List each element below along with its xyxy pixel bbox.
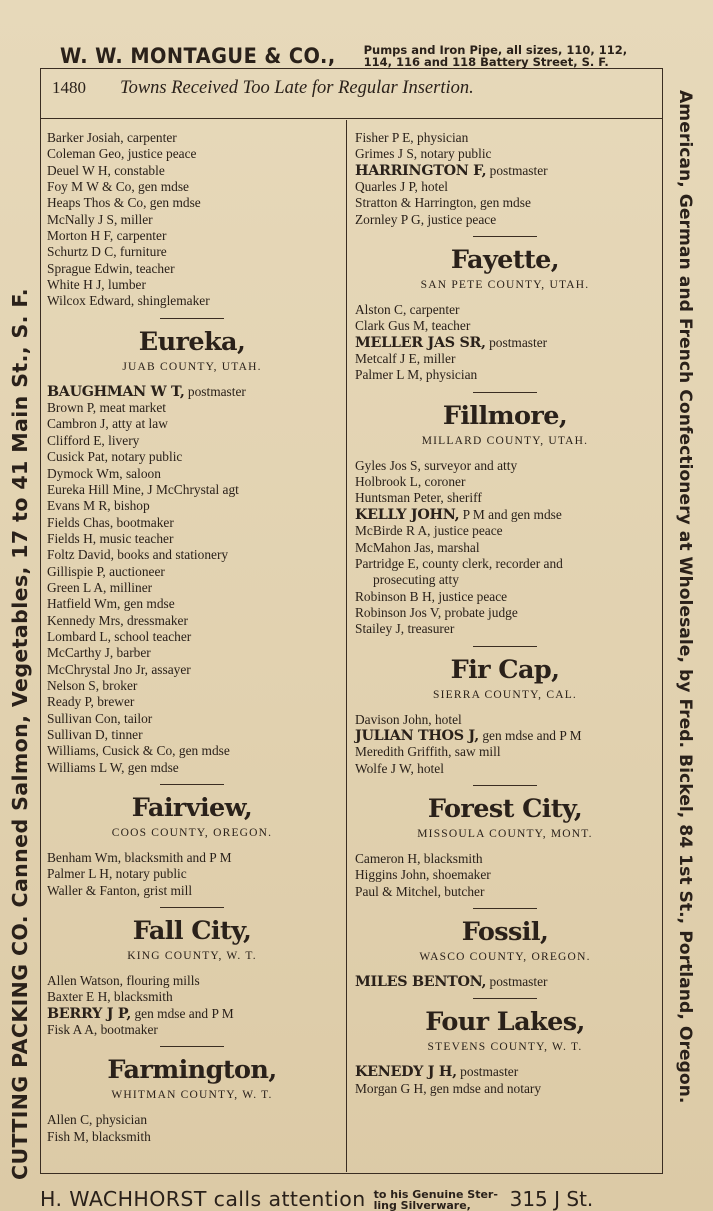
entry-text: Cusick Pat, notary public	[47, 449, 183, 465]
directory-entry	[47, 449, 337, 465]
town-name: Fall City,	[132, 916, 252, 947]
entry-text: Cameron H, blacksmith	[355, 850, 483, 866]
entry-text: Nelson S, broker	[47, 677, 138, 693]
entry-text: Ready P, brewer	[47, 694, 135, 710]
entry-text: Baxter E H, blacksmith	[47, 989, 173, 1005]
entry-text: Stailey J, treasurer	[355, 621, 455, 637]
directory-entry	[47, 515, 337, 531]
directory-entry	[355, 367, 655, 383]
entry-text: postmaster	[489, 973, 548, 989]
entry-text: Kennedy Mrs, dressmaker	[47, 612, 188, 628]
entry-text: Zornley P G, justice peace	[355, 211, 497, 227]
section-rule	[160, 318, 224, 319]
directory-entry	[355, 744, 655, 760]
entry-text: Metcalf J E, miller	[355, 351, 456, 367]
directory-entry	[355, 761, 655, 777]
entry-text: Robinson B H, justice peace	[355, 588, 508, 604]
entry-text: Alston C, carpenter	[355, 302, 460, 318]
entry-text: Williams, Cusick & Co, gen mdse	[47, 743, 230, 759]
entry-text: Evans M R, bishop	[47, 498, 150, 514]
directory-entry	[47, 711, 337, 727]
directory-entry	[355, 130, 655, 146]
directory-entry	[47, 400, 337, 416]
directory-entry	[47, 261, 337, 277]
directory-entry	[355, 474, 655, 490]
directory-entry	[47, 727, 337, 743]
directory-entry	[47, 743, 337, 759]
left-margin-advertisement: CUTTING PACKING CO. Canned Salmon, Vegetables, 17 to 41 Main St., S. F.	[8, 288, 32, 1180]
entry-text: Lombard L, school teacher	[47, 628, 192, 644]
right-margin-advertisement: American, German and French Confectionery at Wholesale, by Fred. Bickel, 84 1st St., Portland, Oregon.	[675, 90, 695, 1104]
entry-text: Schurtz D C, furniture	[47, 244, 167, 260]
county-name: WHITMAN COUNTY, W. T.	[111, 1089, 273, 1102]
county-name: WASCO COUNTY, OREGON.	[419, 950, 591, 963]
entry-text: Green L A, milliner	[47, 579, 153, 595]
entry-text: Fields H, music teacher	[47, 530, 174, 546]
directory-entry	[47, 228, 337, 244]
directory-entry	[47, 678, 337, 694]
directory-entry	[355, 712, 655, 728]
section-rule	[473, 646, 537, 647]
directory-entry	[47, 989, 337, 1005]
entry-text: Quarles J P, hotel	[355, 179, 448, 195]
county-name: COOS COUNTY, OREGON.	[111, 827, 273, 840]
page-number: 1480	[52, 78, 86, 97]
entry-text: postmaster	[489, 334, 548, 350]
entry-text: gen mdse and P M	[482, 727, 582, 743]
bottom-ad-detail	[374, 1189, 504, 1211]
directory-entry	[47, 1006, 337, 1022]
directory-entry	[355, 1064, 655, 1080]
top-advertisement	[60, 32, 670, 68]
directory-entry	[355, 351, 655, 367]
entry-text: Gyles Jos S, surveyor and atty	[355, 457, 518, 473]
entry-text: Stratton & Harrington, gen mdse	[355, 195, 531, 211]
directory-entry	[355, 589, 655, 605]
entry-text: Meredith Griffith, saw mill	[355, 744, 501, 760]
entry-text: McMahon Jas, marshal	[355, 539, 480, 555]
header-rule	[40, 118, 662, 119]
entry-text: McNally J S, miller	[47, 211, 153, 227]
entry-text: Fields Chas, bootmaker	[47, 514, 174, 530]
directory-entry	[47, 130, 337, 146]
entry-name-bold: BAUGHMAN W T,	[47, 383, 185, 400]
directory-entry	[355, 523, 655, 539]
directory-entry	[47, 883, 337, 899]
directory-entry	[355, 490, 655, 506]
directory-entry	[47, 498, 337, 514]
directory-entry	[47, 195, 337, 211]
directory-entry	[47, 850, 337, 866]
directory-entry	[355, 974, 655, 990]
directory-entry	[47, 163, 337, 179]
directory-entry	[355, 302, 655, 318]
directory-entry	[47, 277, 337, 293]
entry-text: Foltz David, books and stationery	[47, 547, 229, 563]
directory-entry	[47, 613, 337, 629]
directory-entry	[355, 884, 655, 900]
entry-text: prosecuting atty	[373, 572, 459, 588]
entry-text: Fisher P E, physician	[355, 130, 469, 145]
entry-name-bold: BERRY J P,	[47, 1005, 132, 1022]
top-ad-line-1: Pumps and Iron Pipe, all sizes, 110, 112,	[363, 43, 628, 57]
section-rule	[160, 784, 224, 785]
town-name: Fir Cap,	[450, 654, 560, 685]
entry-text: Sullivan D, tinner	[47, 727, 143, 742]
directory-entry	[355, 621, 655, 637]
directory-entry	[47, 973, 337, 989]
county-name: MISSOULA COUNTY, MONT.	[417, 827, 593, 840]
bottom-advertisement	[40, 1185, 670, 1211]
directory-entry	[47, 531, 337, 547]
entry-text: McBirde R A, justice peace	[355, 523, 503, 539]
entry-name-bold: MELLER JAS SR,	[355, 334, 486, 351]
entry-text: postmaster	[187, 383, 246, 399]
entry-text: Gillispie P, auctioneer	[47, 563, 165, 579]
entry-text: Huntsman Peter, sheriff	[355, 490, 482, 506]
entry-text: Higgins John, shoemaker	[355, 867, 491, 883]
entry-text: White H J, lumber	[47, 277, 146, 293]
county-name: MILLARD COUNTY, UTAH.	[421, 434, 589, 447]
directory-entry	[47, 416, 337, 432]
directory-entry	[47, 293, 337, 309]
entry-text: Williams L W, gen mdse	[47, 759, 179, 775]
entry-name-bold: JULIAN THOS J,	[355, 727, 479, 744]
directory-entry	[47, 212, 337, 228]
top-ad-firm: W. W. MONTAGUE & CO.,	[60, 44, 336, 68]
top-ad-detail	[364, 44, 670, 68]
entry-text: Allen Watson, flouring mills	[47, 973, 200, 989]
entry-text: Heaps Thos & Co, gen mdse	[47, 195, 201, 211]
directory-entry	[355, 540, 655, 556]
town-name: Fairview,	[131, 793, 253, 824]
county-name: KING COUNTY, W. T.	[127, 950, 257, 963]
section-rule	[473, 785, 537, 786]
entry-text: Foy M W & Co, gen mdse	[47, 179, 189, 195]
town-name: Farmington,	[107, 1055, 277, 1086]
entry-text: postmaster	[489, 162, 548, 178]
left-column	[47, 130, 337, 1145]
directory-entry	[47, 384, 337, 400]
section-rule	[473, 998, 537, 999]
entry-text: Fisk A A, bootmaker	[47, 1022, 158, 1038]
entry-text: Benham Wm, blacksmith and P M	[47, 850, 232, 866]
entry-text: Morton H F, carpenter	[47, 228, 167, 244]
directory-entry	[355, 572, 655, 588]
section-rule	[160, 907, 224, 908]
entry-text: Dymock Wm, saloon	[47, 465, 161, 481]
directory-entry	[355, 335, 655, 351]
entry-name-bold: HARRINGTON F,	[355, 162, 487, 179]
directory-entry	[47, 466, 337, 482]
page-header	[52, 78, 652, 106]
directory-entry	[47, 146, 337, 162]
entry-text: Palmer L H, notary public	[47, 866, 187, 882]
entry-text: Hatfield Wm, gen mdse	[47, 596, 175, 612]
directory-entry	[355, 458, 655, 474]
directory-entry	[355, 728, 655, 744]
directory-entry	[355, 163, 655, 179]
entry-text: Paul & Mitchel, butcher	[355, 883, 485, 899]
column-divider	[346, 120, 347, 1172]
directory-entry	[47, 760, 337, 776]
directory-entry	[47, 433, 337, 449]
entry-text: postmaster	[460, 1064, 519, 1080]
entry-text: Brown P, meat market	[47, 400, 167, 416]
section-rule	[473, 392, 537, 393]
entry-text: Deuel W H, constable	[47, 162, 165, 178]
directory-entry	[355, 556, 655, 572]
entry-text: Sprague Edwin, teacher	[47, 260, 175, 276]
entry-text: Clark Gus M, teacher	[355, 318, 471, 334]
entry-text: Grimes J S, notary public	[355, 146, 492, 162]
town-name: Fillmore,	[442, 400, 568, 431]
entry-text: Wolfe J W, hotel	[355, 760, 444, 776]
entry-text: Robinson Jos V, probate judge	[355, 604, 518, 620]
entry-text: Allen C, physician	[47, 1112, 148, 1128]
town-name: Eureka,	[138, 326, 246, 357]
entry-text: Wilcox Edward, shinglemaker	[47, 293, 210, 309]
county-name: STEVENS COUNTY, W. T.	[427, 1041, 583, 1054]
directory-entry	[47, 482, 337, 498]
directory-entry	[355, 867, 655, 883]
directory-entry	[47, 596, 337, 612]
town-name: Forest City,	[427, 793, 583, 824]
directory-entry	[355, 851, 655, 867]
entry-text: Holbrook L, coroner	[355, 474, 466, 490]
directory-entry	[355, 195, 655, 211]
page-title: Towns Received Too Late for Regular Insertion.	[120, 78, 474, 98]
directory-entry	[47, 694, 337, 710]
top-ad-line-2: 114, 116 and 118 Battery Street, S. F.	[363, 55, 609, 69]
entry-text: Barker Josiah, carpenter	[47, 130, 177, 145]
directory-entry	[355, 605, 655, 621]
town-name: Fossil,	[461, 916, 549, 947]
bottom-ad-line-1: to his Genuine Ster-	[373, 1188, 498, 1201]
entry-text: Sullivan Con, tailor	[47, 710, 153, 726]
directory-entry	[47, 1129, 337, 1145]
directory-entry	[355, 1081, 655, 1097]
entry-text: Morgan G H, gen mdse and notary	[355, 1080, 542, 1096]
directory-entry	[47, 662, 337, 678]
directory-entry	[47, 866, 337, 882]
section-rule	[473, 908, 537, 909]
directory-entry	[355, 507, 655, 523]
directory-entry	[47, 179, 337, 195]
right-column	[355, 130, 655, 1097]
entry-name-bold: KENEDY J H,	[355, 1064, 457, 1081]
directory-entry	[47, 1022, 337, 1038]
entry-name-bold: MILES BENTON,	[355, 973, 487, 990]
section-rule	[160, 1046, 224, 1047]
entry-text: Palmer L M, physician	[355, 367, 478, 383]
entry-text: Clifford E, livery	[47, 432, 140, 448]
directory-entry	[355, 179, 655, 195]
directory-entry	[47, 244, 337, 260]
directory-entry	[47, 580, 337, 596]
directory-entry	[47, 1112, 337, 1128]
directory-entry	[47, 547, 337, 563]
entry-text: Fish M, blacksmith	[47, 1128, 151, 1144]
directory-entry	[355, 146, 655, 162]
entry-text: gen mdse and P M	[134, 1005, 234, 1021]
county-name: SIERRA COUNTY, CAL.	[433, 688, 577, 701]
entry-text: Davison John, hotel	[355, 711, 462, 727]
entry-text: McCarthy J, barber	[47, 645, 151, 661]
entry-text: Coleman Geo, justice peace	[47, 146, 197, 162]
entry-text: Cambron J, atty at law	[47, 416, 168, 432]
bottom-ad-line-2: ling Silverware,	[373, 1199, 471, 1211]
entry-text: Partridge E, county clerk, recorder and	[355, 555, 563, 571]
entry-text: Eureka Hill Mine, J McChrystal agt	[47, 481, 239, 497]
entry-text: McChrystal Jno Jr, assayer	[47, 661, 191, 677]
directory-entry	[355, 212, 655, 228]
county-name: SAN PETE COUNTY, UTAH.	[420, 279, 590, 292]
section-rule	[473, 236, 537, 237]
directory-entry	[47, 564, 337, 580]
town-name: Fayette,	[450, 245, 560, 276]
directory-entry	[47, 645, 337, 661]
county-name: JUAB COUNTY, UTAH.	[122, 360, 262, 373]
town-name: Four Lakes,	[425, 1007, 585, 1038]
directory-entry	[355, 318, 655, 334]
directory-entry	[47, 629, 337, 645]
entry-name-bold: KELLY JOHN,	[355, 506, 460, 523]
bottom-ad-address: 315 J St.	[509, 1187, 594, 1211]
bottom-ad-firm: H. WACHHORST calls attention	[40, 1187, 366, 1211]
entry-text: Waller & Fanton, grist mill	[47, 882, 193, 898]
entry-text: P M and gen mdse	[462, 506, 562, 522]
